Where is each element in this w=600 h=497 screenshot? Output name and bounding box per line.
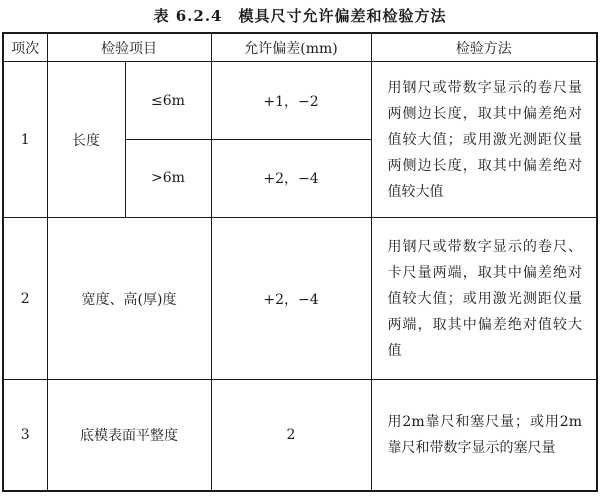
- row-method: 用2m靠尺和塞尺量；或用2m靠尺和带数字显示的塞尺量: [371, 380, 597, 491]
- header-row: [3, 33, 597, 62]
- row-item: 长度: [47, 62, 125, 218]
- row-tolerance: 2: [211, 380, 371, 491]
- header-tolerance: 允许偏差(mm): [211, 33, 371, 62]
- header-inspection-method: 检验方法: [371, 33, 597, 62]
- header-inspection-item: 检验项目: [47, 33, 211, 62]
- table-row: [3, 217, 597, 380]
- row-tolerance: +2，−4: [211, 217, 371, 380]
- row-item: 宽度、高(厚)度: [47, 217, 211, 380]
- row-tolerance: +1，−2: [211, 62, 371, 140]
- row-no: 1: [3, 62, 47, 218]
- row-no: 2: [3, 217, 47, 380]
- row-condition: ≤6m: [125, 62, 211, 140]
- row-method: 用钢尺或带数字显示的卷尺量两侧边长度，取其中偏差绝对值较大值；或用激光测距仪量两侧边长度，取其中偏差绝对值较大值: [371, 62, 597, 218]
- row-condition: >6m: [125, 140, 211, 218]
- table-row: [3, 380, 597, 491]
- table-row: [3, 62, 597, 140]
- table-caption: 表 6.2.4 模具尺寸允许偏差和检验方法: [153, 7, 447, 25]
- row-item: 底模表面平整度: [47, 380, 211, 491]
- tolerance-table: [2, 32, 598, 492]
- row-tolerance: +2，−4: [211, 140, 371, 218]
- row-no: 3: [3, 380, 47, 491]
- header-item-no: 项次: [3, 33, 47, 62]
- row-method: 用钢尺或带数字显示的卷尺、卡尺量两端，取其中偏差绝对值较大值；或用激光测距仪量两端，取其中偏差绝对值较大值: [371, 217, 597, 380]
